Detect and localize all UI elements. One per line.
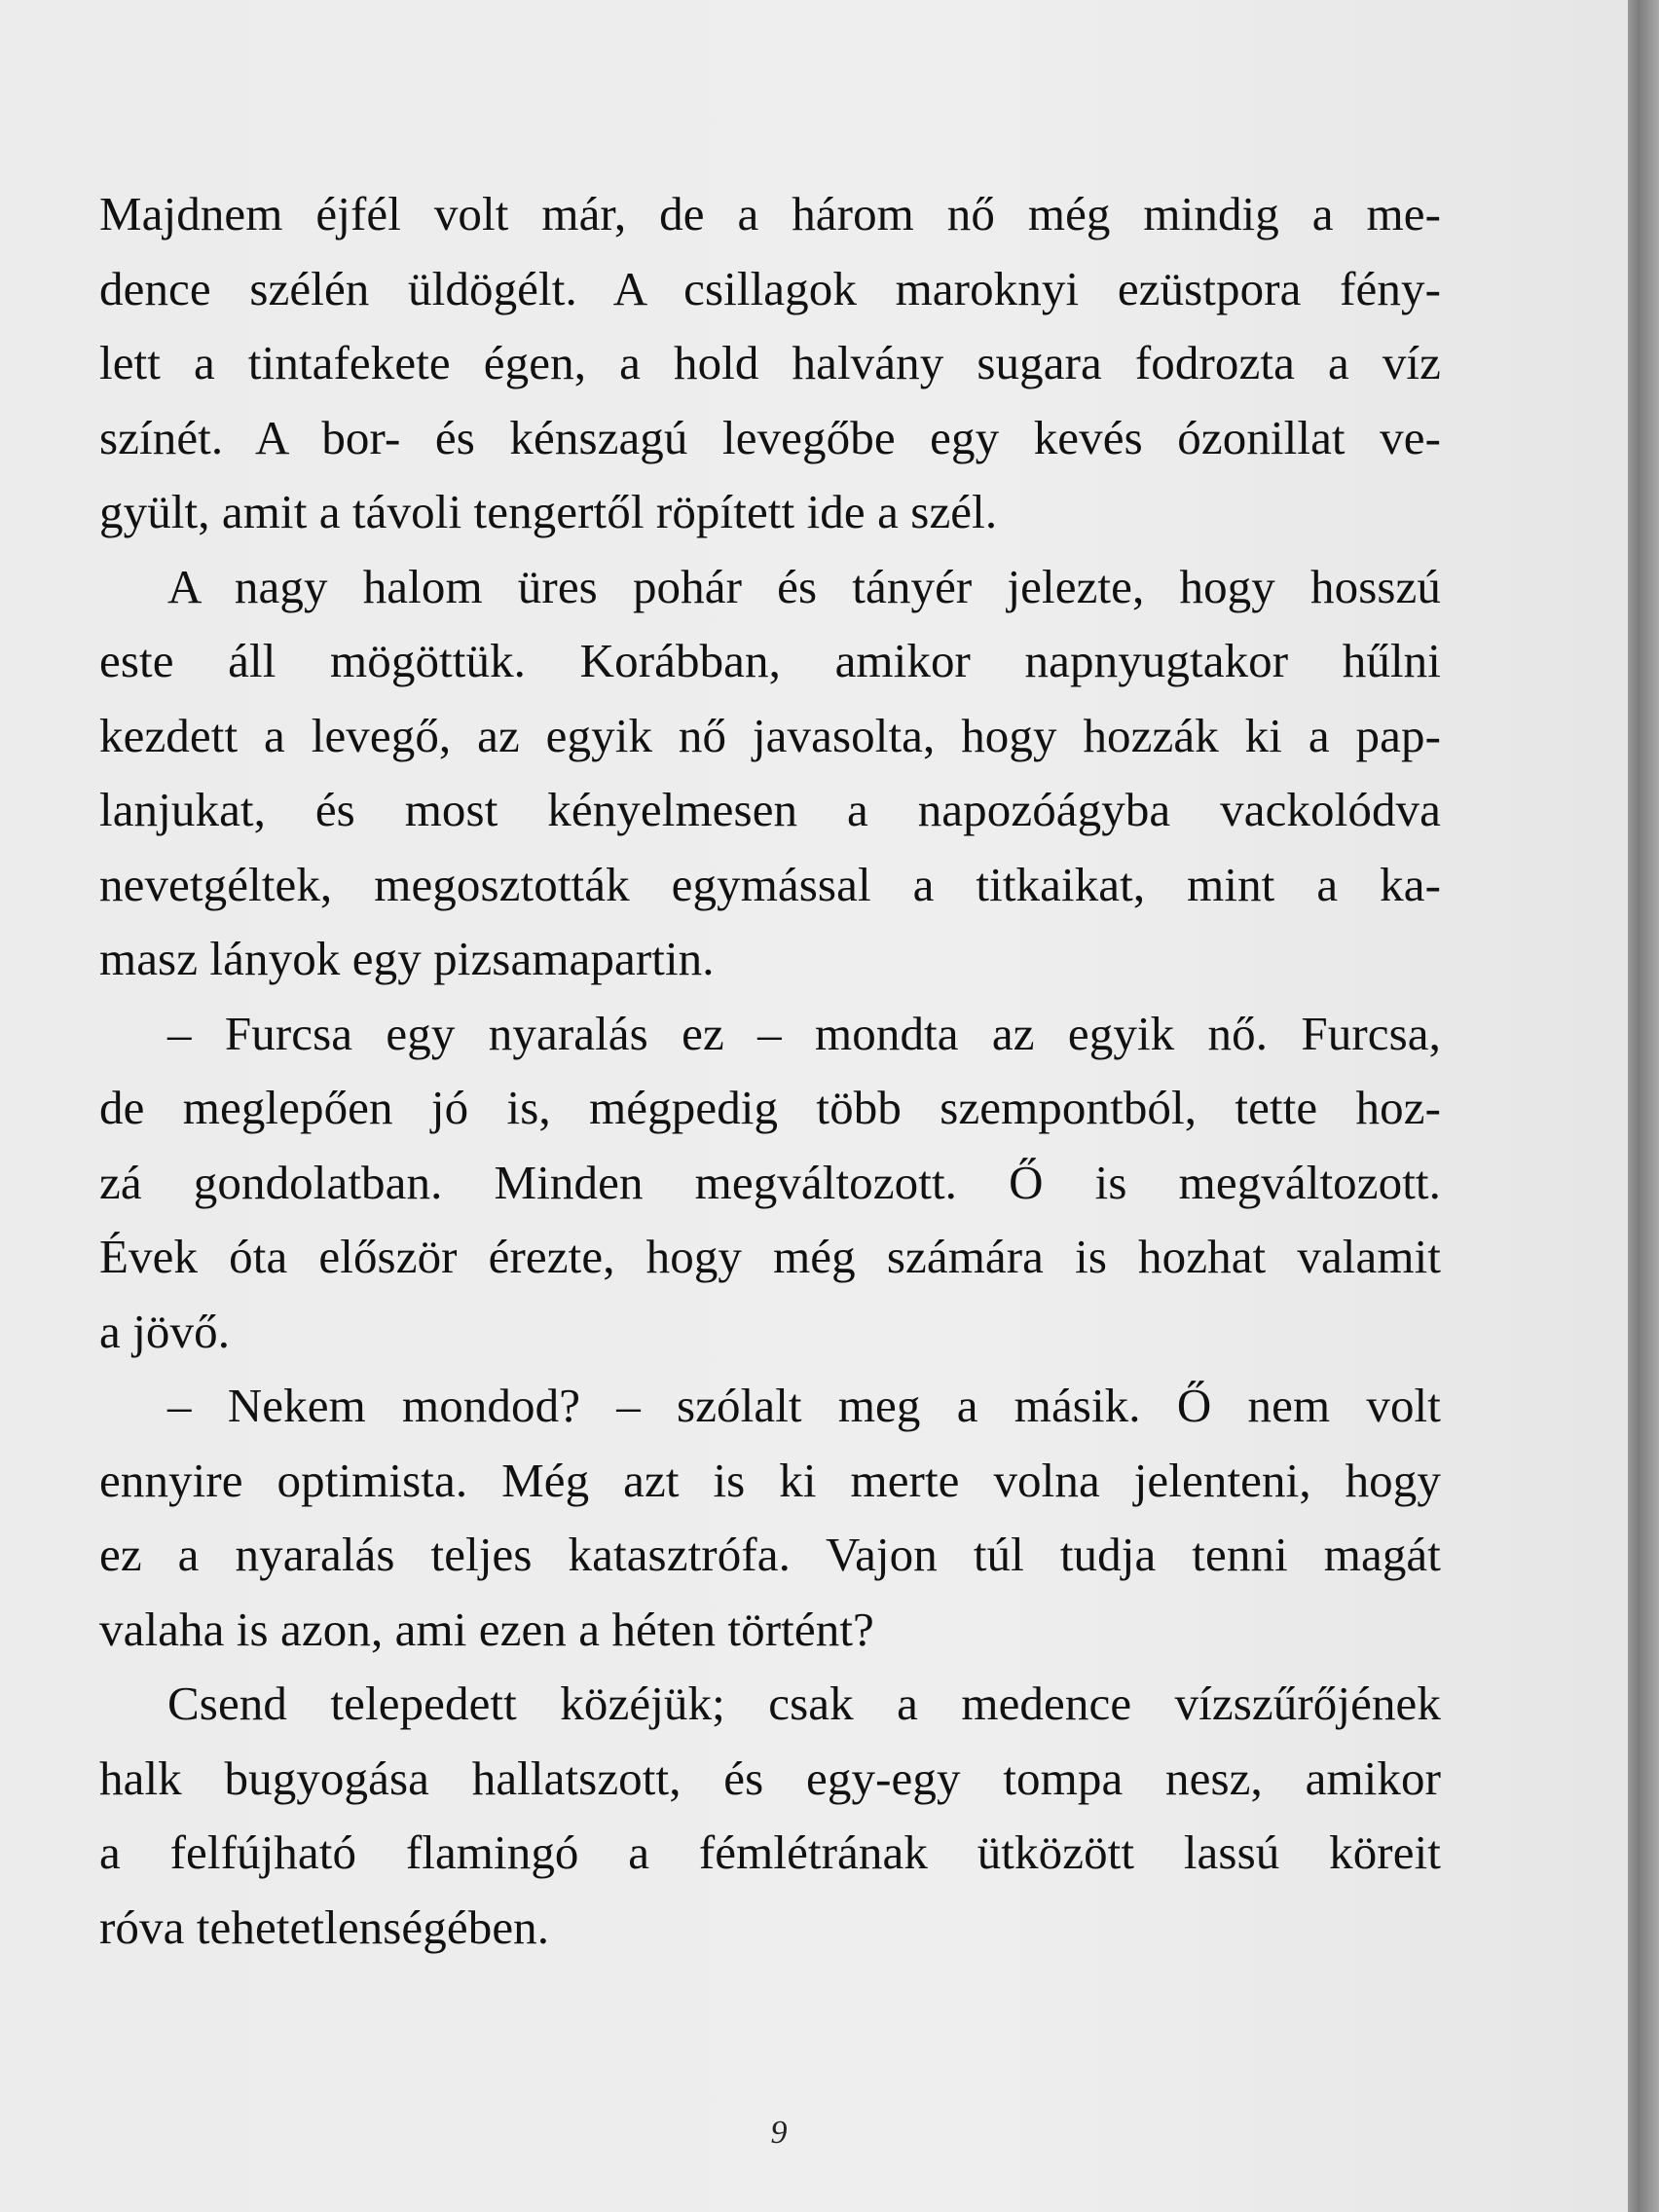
body-text (99, 177, 1441, 1965)
text-line: A nagy halom üres pohár és tányér jelezte, hogy hosszú (167, 559, 1441, 613)
text-line: valaha is azon, ami ezen a héten történt? (99, 1602, 874, 1656)
text-line: dence szélén üldögélt. A csillagok maroknyi ezüstpora fény- (99, 261, 1441, 315)
text-line: Évek óta először érezte, hogy még számára is hozhat valamit (99, 1230, 1441, 1283)
page-edge-shadow (1628, 0, 1659, 2212)
text-line: nevetgéltek, megosztották egymással a titkaikat, mint a ka- (99, 857, 1441, 911)
text-line: este áll mögöttük. Korábban, amikor napnyugtakor hűlni (99, 634, 1441, 687)
text-line: halk bugyogása hallatszott, és egy-egy tompa nesz, amikor (99, 1751, 1441, 1805)
text-line: zá gondolatban. Minden megváltozott. Ő is megváltozott. (99, 1155, 1441, 1209)
text-line: gyült, amit a távoli tengertől röpített ide a szél. (99, 485, 998, 538)
page-number: 9 (770, 2115, 788, 2151)
text-line: a jövő. (99, 1304, 231, 1358)
text-line: ez a nyaralás teljes katasztrófa. Vajon túl tudja tenni magát (99, 1528, 1441, 1581)
text-line: de meglepően jó is, mégpedig több szempontból, tette hoz- (99, 1081, 1441, 1134)
text-line: masz lányok egy pizsamapartin. (99, 932, 715, 985)
text-line: színét. A bor- és kénszagú levegőbe egy kevés ózonillat ve- (99, 410, 1441, 464)
text-line: Csend telepedett közéjük; csak a medence vízszűrőjének (167, 1677, 1441, 1730)
text-line: ennyire optimista. Még azt is ki merte volna jelenteni, hogy (99, 1453, 1441, 1507)
text-line: kezdett a levegő, az egyik nő javasolta, hogy hozzák ki a pap- (99, 708, 1441, 762)
text-line: – Furcsa egy nyaralás ez – mondta az egyik nő. Furcsa, (167, 1006, 1441, 1060)
text-line: – Nekem mondod? – szólalt meg a másik. Ő nem volt (167, 1379, 1441, 1432)
text-line: lett a tintafekete égen, a hold halvány sugara fodrozta a víz (99, 336, 1441, 389)
text-line: Majdnem éjfél volt már, de a három nő még mindig a me- (99, 187, 1441, 240)
text-line: lanjukat, és most kényelmesen a napozóágyba vackolódva (99, 783, 1441, 836)
text-line: a felfújható flamingó a fémlétrának ütközött lassú köreit (99, 1825, 1441, 1879)
text-line: róva tehetetlenségében. (99, 1899, 550, 1954)
